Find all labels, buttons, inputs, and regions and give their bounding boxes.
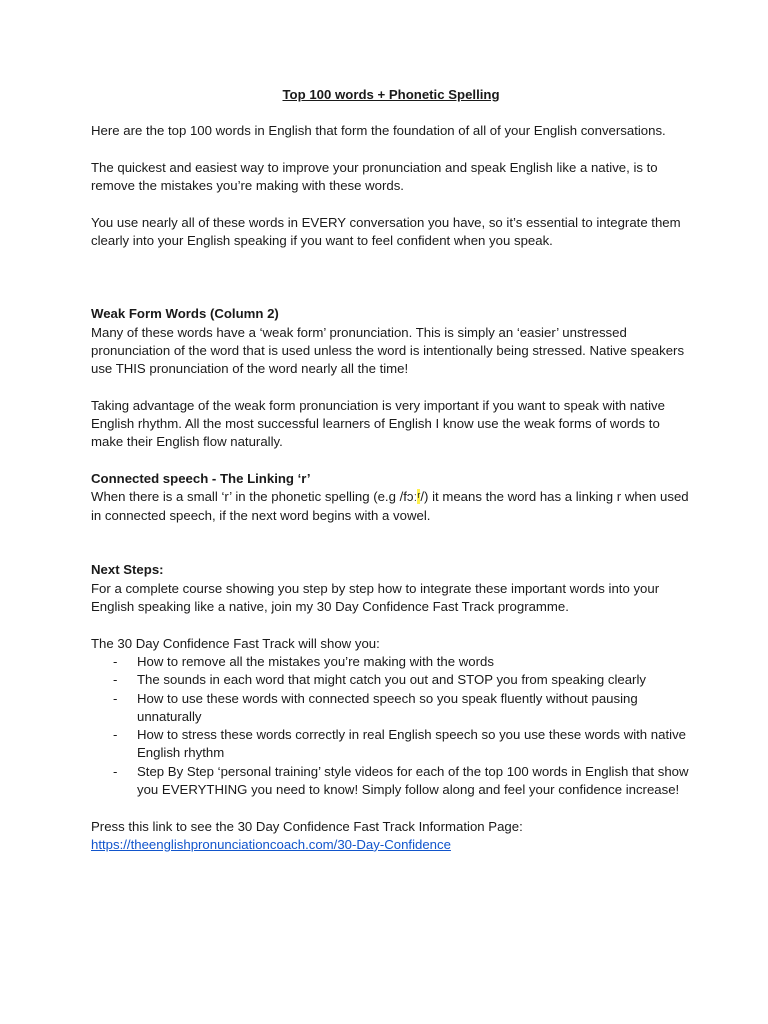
weak-form-paragraph-2: Taking advantage of the weak form pronunciation is very important if you want to speak with native English rhythm. All the most successful learners of English I know use the weak forms of words to make their English flow naturally. [91, 397, 665, 450]
weak-form-section [91, 305, 691, 451]
list-item: - How to remove all the mistakes you’re making with the words [91, 653, 691, 671]
intro-paragraph-1: Here are the top 100 words in English that form the foundation of all of your English conversations. [91, 123, 666, 139]
intro-paragraph-3: You use nearly all of these words in EVERY conversation you have, so it’s essential to integrate them clearly into your English speaking if you want to feel confident when you speak. [91, 214, 681, 249]
list-intro: The 30 Day Confidence Fast Track will show you: [91, 635, 380, 651]
list-item: - The sounds in each word that might catch you out and STOP you from speaking clearly [91, 671, 691, 689]
list-item: - How to use these words with connected speech so you speak fluently without pausing unnaturally [91, 690, 691, 727]
weak-form-heading: Weak Form Words (Column 2) [91, 306, 279, 322]
list-item: - How to stress these words correctly in real English speech so you use these words with native English rhythm [91, 726, 691, 763]
document-body [91, 86, 691, 854]
next-steps-section [91, 561, 691, 854]
course-info-link[interactable]: https://theenglishpronunciationcoach.com/30-Day-Confidence [91, 836, 451, 852]
benefits-list [91, 653, 691, 799]
list-item: - Step By Step ‘personal training’ style videos for each of the top 100 words in English that show you EVERYTHING you need to know! Simply follow along and feel your confidence increase! [91, 763, 691, 800]
spacer [91, 269, 691, 306]
next-steps-paragraph: For a complete course showing you step by step how to integrate these important words into your English speaking like a native, join my 30 Day Confidence Fast Track programme. [91, 580, 660, 615]
weak-form-paragraph-1: Many of these words have a ‘weak form’ pronunciation. This is simply an ‘easier’ unstressed pronunciation of the word that is used unless the word is intentionally being stressed. Native speakers use THIS pronunciation of the word nearly all the time! [91, 324, 685, 377]
spacer [91, 543, 691, 561]
linking-r-highlight: ʳ [417, 489, 421, 505]
intro-paragraph-2: The quickest and easiest way to improve your pronunciation and speak English like a native, is to remove the mistakes you’re making with these words. [91, 159, 658, 194]
page-title: Top 100 words + Phonetic Spelling [282, 87, 500, 102]
link-intro: Press this link to see the 30 Day Confidence Fast Track Information Page: [91, 818, 523, 834]
linking-text-before: When there is a small ‘r’ in the phonetic spelling (e.g /fɔː [91, 489, 418, 505]
linking-heading: Connected speech - The Linking ‘r’ [91, 470, 311, 486]
next-steps-heading: Next Steps: [91, 562, 164, 578]
linking-section [91, 470, 691, 525]
linking-text-after: /) it means the word has a linking r when used in connected speech, if the next word begins with a vowel. [91, 489, 689, 523]
linking-paragraph [91, 488, 691, 525]
